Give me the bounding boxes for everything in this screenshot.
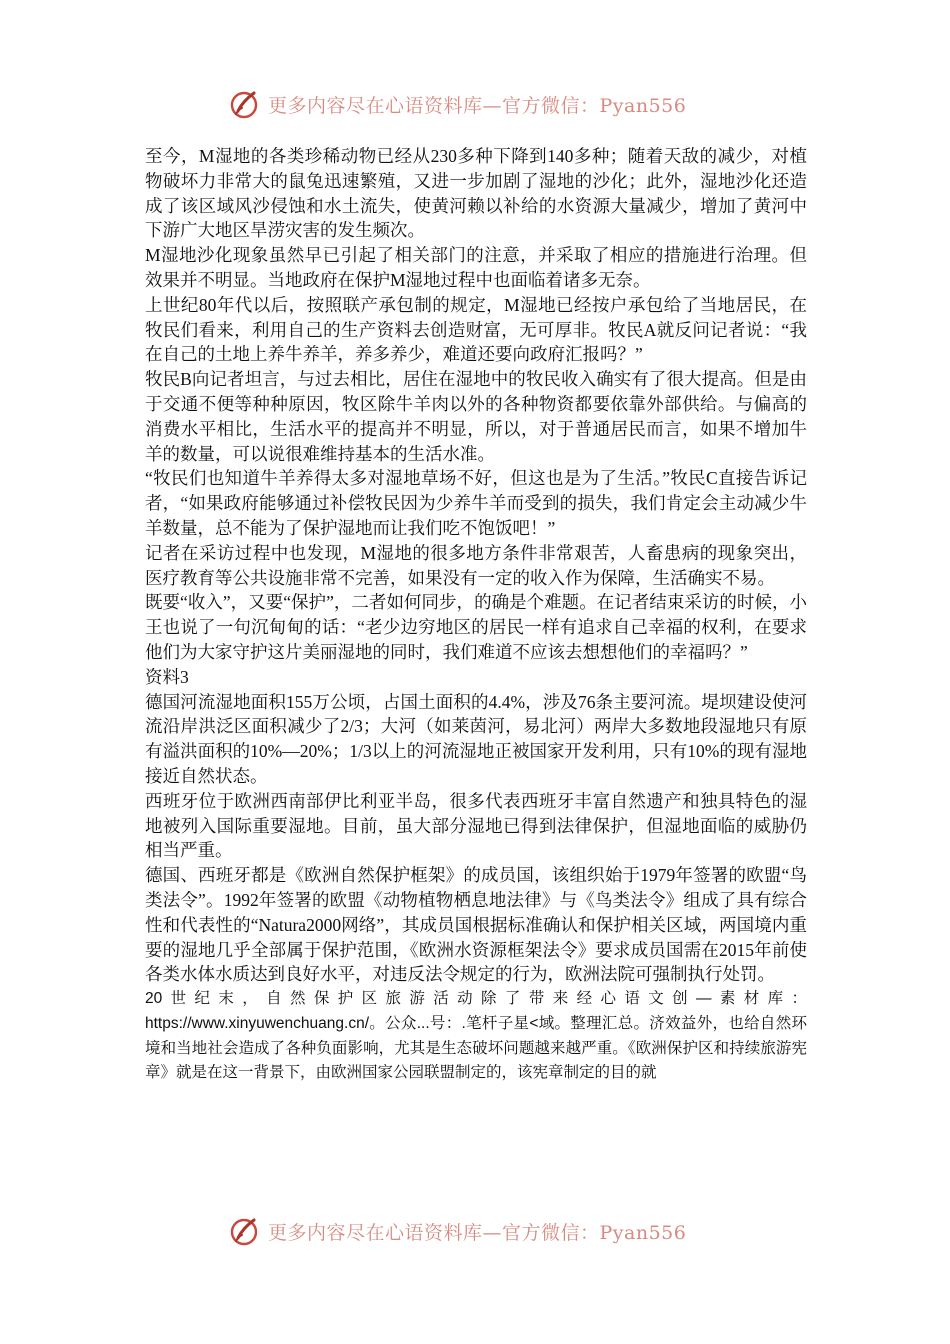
article-body	[145, 144, 807, 1086]
section-heading: 资料3	[145, 666, 189, 687]
banner-text: 更多内容尽在心语资料库—官方微信：Pyan556	[268, 94, 687, 117]
paragraph: 记者在采访过程中也发现，M湿地的很多地方条件非常艰苦，人畜患病的现象突出，医疗教育等公共设施非常不完善，如果没有一定的收入作为保障，生活确实不易。	[145, 542, 807, 588]
paragraph: M湿地沙化现象虽然早已引起了相关部门的注意，并采取了相应的措施进行治理。但效果并不明显。当地政府在保护M湿地过程中也面临着诸多无奈。	[145, 245, 807, 290]
paragraph: 上世纪80年代以后，按照联产承包制的规定，M湿地已经按户承包给了当地居民，在牧民们看来，利用自己的生产资料去创造财富，无可厚非。牧民A就反问记者说：“我在自己的土地上养牛养羊，养多养少，难道还要向政府汇报吗？”	[145, 294, 807, 365]
paragraph: “牧民们也知道牛羊养得太多对湿地草场不好，但这也是为了生活。”牧民C直接告诉记者，“如果政府能够通过补偿牧民因为少养牛羊而受到的损失，我们肯定会主动减少牛羊数量，总不能为了保护湿地而让我们吃不饱饭吧！”	[145, 468, 807, 538]
brush-logo-icon	[228, 1214, 262, 1248]
paragraph: 德国、西班牙都是《欧洲自然保护框架》的成员国，该组织始于1979年签署的欧盟“鸟类法令”。1992年签署的欧盟《动物植物栖息地法律》与《鸟类法令》组成了具有综合性和代表性的“Natura2000网络”，其成员国根据标准确认和保护相关区域，两国境内重要的湿地几乎全部属于保护范围，《欧洲水资源框架法令》要求成员国需在2015年前使各类水体水质达到良好水平，对违反法令规定的行为，欧洲法院可强制执行处罚。	[145, 865, 807, 985]
paragraph: 至今，M湿地的各类珍稀动物已经从230多种下降到140多种；随着天敌的减少，对植物破坏力非常大的鼠兔迅速繁殖，又进一步加剧了湿地的沙化；此外，湿地沙化还造成了该区域风沙侵蚀和水土流失，使黄河赖以补给的水资源大量减少，增加了黄河中下游广大地区旱涝灾害的发生频次。	[145, 146, 807, 241]
paragraph: 德国河流湿地面积155万公顷，占国土面积的4.4%，涉及76条主要河流。堤坝建设使河流沿岸洪泛区面积减少了2/3；大河（如莱茵河，易北河）两岸大多数地段湿地只有原有溢洪面积的10%—20%；1/3以上的河流湿地正被国家开发利用，只有10%的现有湿地接近自然状态。	[145, 691, 807, 786]
paragraph: 20世纪末，自然保护区旅游活动除了带来经心语文创—素材库：https://www.xinyuwenchuang.cn/。公众...号：.笔杆子星<域。整理汇总。济效益外，也给自然环境和当地社会造成了各种负面影响，尤其是生态破坏问题越来越严重。《欧洲保护区和持续旅游宪章》就是在这一背景下，由欧洲国家公园联盟制定的，该宪章制定的目的就	[145, 990, 807, 1082]
brush-logo-icon	[228, 87, 262, 121]
header-banner	[228, 86, 686, 122]
paragraph: 西班牙位于欧洲西南部伊比利亚半岛，很多代表西班牙丰富自然遗产和独具特色的湿地被列入国际重要湿地。目前，虽大部分湿地已得到法律保护，但湿地面临的威胁仍相当严重。	[145, 790, 807, 861]
paragraph: 牧民B向记者坦言，与过去相比，居住在湿地中的牧民收入确实有了很大提高。但是由于交通不便等种种原因，牧区除牛羊肉以外的各种物资都要依靠外部供给。与偏高的消费水平相比，生活水平的提高并不明显，所以，对于普通居民而言，如果不增加牛羊的数量，可以说很难维持基本的生活水准。	[145, 369, 807, 464]
paragraph: 既要“收入”，又要“保护”，二者如何同步，的确是个难题。在记者结束采访的时候，小王也说了一句沉甸甸的话：“老少边穷地区的居民一样有追求自己幸福的权利，在要求他们为大家守护这片美丽湿地的同时，我们难道不应该去想想他们的幸福吗？”	[145, 592, 807, 662]
banner-text: 更多内容尽在心语资料库—官方微信：Pyan556	[268, 1221, 687, 1244]
footer-banner	[228, 1213, 686, 1249]
